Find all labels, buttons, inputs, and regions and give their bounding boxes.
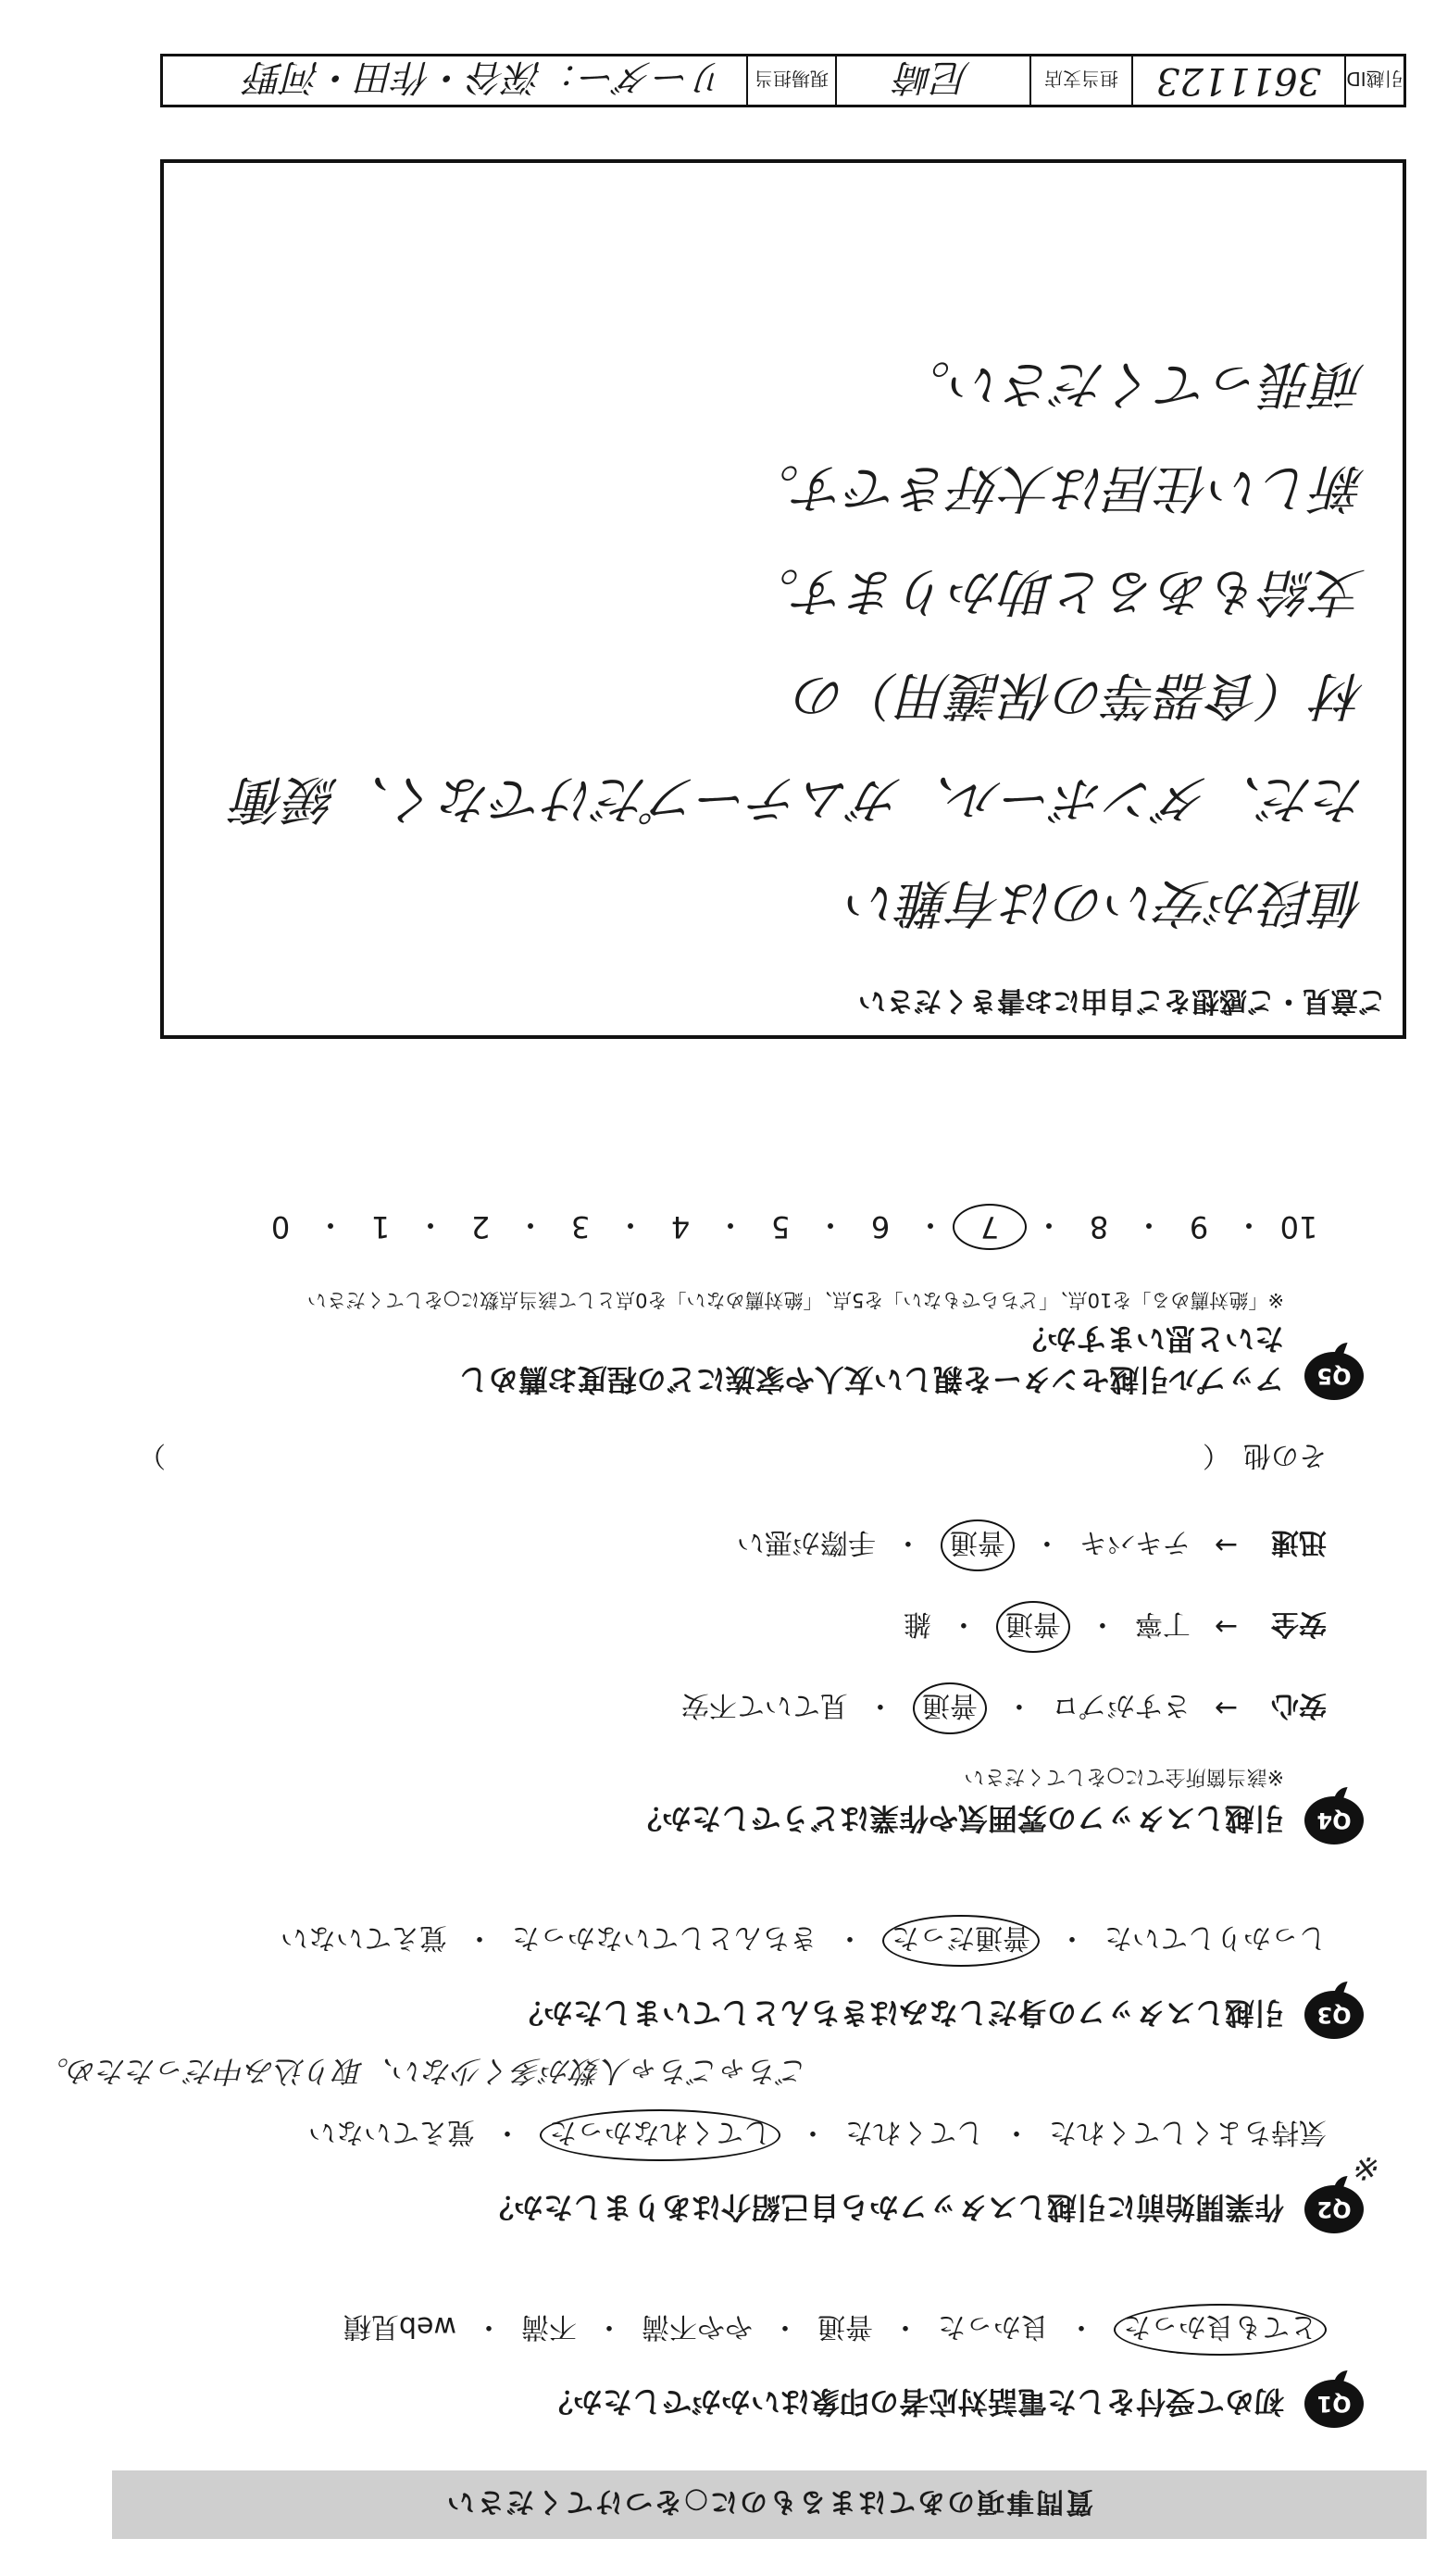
scale-5[interactable]: 5 [770, 1209, 791, 1244]
q2-option[interactable]: 気持ちよくしてくれた [1049, 2116, 1327, 2148]
scale-4[interactable]: 4 [670, 1209, 691, 1244]
q4-option-selected[interactable]: 普通 [941, 1519, 1015, 1571]
scale-10[interactable]: 10 [1279, 1209, 1318, 1244]
q4-option[interactable]: 見ていて不安 [680, 1689, 848, 1721]
comment-title: ご意見・ご感想をご自由にお書きください [858, 984, 1386, 1017]
comment-box [160, 159, 1406, 1039]
branch-label: 担当支店 [1029, 56, 1131, 105]
question-3 [86, 1915, 1364, 2039]
scale-8[interactable]: 8 [1089, 1209, 1109, 1244]
scale-9[interactable]: 9 [1189, 1209, 1209, 1244]
q4-option-selected[interactable]: 普通 [996, 1601, 1070, 1653]
arrow-icon: → [1214, 1529, 1238, 1562]
q1-option-selected[interactable]: とても良かった [1114, 2304, 1327, 2356]
q4-option[interactable]: 雑 [903, 1607, 931, 1640]
arrow-icon: → [1214, 1610, 1238, 1644]
q3-text: 引越しスタッフの身だしなみはきちんとしていましたか？ [513, 1995, 1284, 2031]
question-5 [86, 1204, 1364, 1400]
footer-table [160, 54, 1406, 107]
q2-mark: ※ [1355, 2149, 1382, 2186]
other-close: ） [138, 1439, 166, 1471]
q2-option-selected[interactable]: してくれなかった [540, 2109, 780, 2161]
id-value: 3611123 [1131, 56, 1344, 105]
branch-value: 尼崎 [835, 56, 1029, 105]
scale-3[interactable]: 3 [570, 1209, 591, 1244]
q4-note: ※該当箇所全てに○をしてください [964, 1765, 1284, 1788]
question-2 [39, 2054, 1382, 2233]
q2-handwritten-note: ごちゃごちゃ人数が多く少ない、取り込み中だったため。 [39, 2054, 808, 2089]
q1-option[interactable]: 良かった [938, 2310, 1049, 2343]
q1-options: とても良かった ・ 良かった ・ 普通 ・ やや不満 ・ 不満 ・ web見積 [86, 2304, 1327, 2356]
q3-option-selected[interactable]: 普通だった [882, 1915, 1040, 1967]
q5-badge: Q5 [1304, 1352, 1364, 1400]
other-label: その他 [1243, 1439, 1327, 1471]
q5-scale: 10 ・ 9 ・ 8 ・ 7 ・ 6 ・ 5 ・ 4 ・ 3 ・ 2 ・ 1 ・ 0 [86, 1204, 1327, 1250]
q1-option[interactable]: 不満 [521, 2310, 577, 2343]
q4-option[interactable]: 丁寧 [1134, 1607, 1191, 1640]
q4-other [86, 1438, 1327, 1479]
row-label: 迅速 [1271, 1526, 1327, 1558]
id-label: 引越ID [1344, 56, 1403, 105]
team-value: リーダー：深谷・作田・河野 [246, 56, 728, 99]
comment-text[interactable]: 値段が安いのは有難い ただ、ダンボール、ガムテープだけでなく、緩衝材（食器等の保護用）の 支給もあると助かります。 新しい住居は大好きです。 頑張ってください。 [234, 354, 1366, 932]
q2-text: 作業開始前に引越しスタッフから自己紹介はありましたか？ [483, 2190, 1284, 2225]
q1-option[interactable]: やや不満 [642, 2310, 753, 2343]
scale-6[interactable]: 6 [870, 1209, 891, 1244]
row-label: 安全 [1271, 1607, 1327, 1640]
q1-option[interactable]: 普通 [817, 2310, 873, 2343]
q5-text: アップル引越センターを親しい友人や家族にどの程度お薦めしたいと思いますか？ [458, 1321, 1284, 1397]
scale-7-selected[interactable]: 7 [953, 1204, 1027, 1250]
arrow-icon: → [1214, 1692, 1238, 1725]
q2-options: 気持ちよくしてくれた ・ してくれた ・ してくれなかった ※ ・ 覚えていない [86, 2109, 1327, 2161]
q3-badge: Q3 [1304, 1991, 1364, 2039]
q1-option[interactable]: web見積 [343, 2310, 456, 2343]
q4-option[interactable]: 手際が悪い [736, 1526, 876, 1558]
scale-1[interactable]: 1 [370, 1209, 391, 1244]
q4-text: 引越しスタッフの雰囲気や作業はどうでしたか？ [631, 1801, 1284, 1836]
q3-option[interactable]: 覚えていない [281, 1921, 447, 1954]
question-1 [86, 2304, 1364, 2428]
q3-option[interactable]: しっかりしていた [1104, 1921, 1327, 1954]
other-open: （ [1203, 1439, 1230, 1471]
team-label: 現場担当 [746, 56, 835, 105]
q4-row-jinsoku: 迅速 → テキパキ ・ 普通 ・ 手際が悪い [86, 1519, 1327, 1571]
instruction-banner: 質問事項のあてはまるものに○をつけてください [112, 2470, 1427, 2539]
q4-row-anshin: 安心 → さすがプロ ・ 普通 ・ 見ていて不安 [86, 1682, 1327, 1734]
q1-text: 初めて受付をした電話対応者の印象はいかがでしたか？ [543, 2384, 1284, 2420]
scale-2[interactable]: 2 [470, 1209, 491, 1244]
q2-option[interactable]: 覚えていない [308, 2116, 475, 2148]
q2-option[interactable]: してくれた [845, 2116, 984, 2148]
q4-badge: Q4 [1304, 1796, 1364, 1844]
q4-option[interactable]: さすがプロ [1051, 1689, 1191, 1721]
q1-badge: Q1 [1304, 2380, 1364, 2428]
q4-row-anzen: 安全 → 丁寧 ・ 普通 ・ 雑 [86, 1601, 1327, 1653]
q3-options: しっかりしていた ・ 普通だった ・ きちんとしていなかった ・ 覚えていない [86, 1915, 1327, 1967]
q5-note: ※「絶対薦める」を10点、「どちらでもない」を5点、「絶対薦めない」を0点として該当点数に○をしてください [306, 1289, 1284, 1311]
scale-0[interactable]: 0 [270, 1209, 291, 1244]
q3-option[interactable]: きちんとしていなかった [512, 1921, 817, 1954]
question-4 [86, 1438, 1364, 1844]
q4-option-selected[interactable]: 普通 [913, 1682, 987, 1734]
q4-option[interactable]: テキパキ [1079, 1526, 1191, 1558]
q2-badge: Q2 [1304, 2185, 1364, 2233]
row-label: 安心 [1271, 1689, 1327, 1721]
other-input[interactable] [166, 1438, 1203, 1479]
